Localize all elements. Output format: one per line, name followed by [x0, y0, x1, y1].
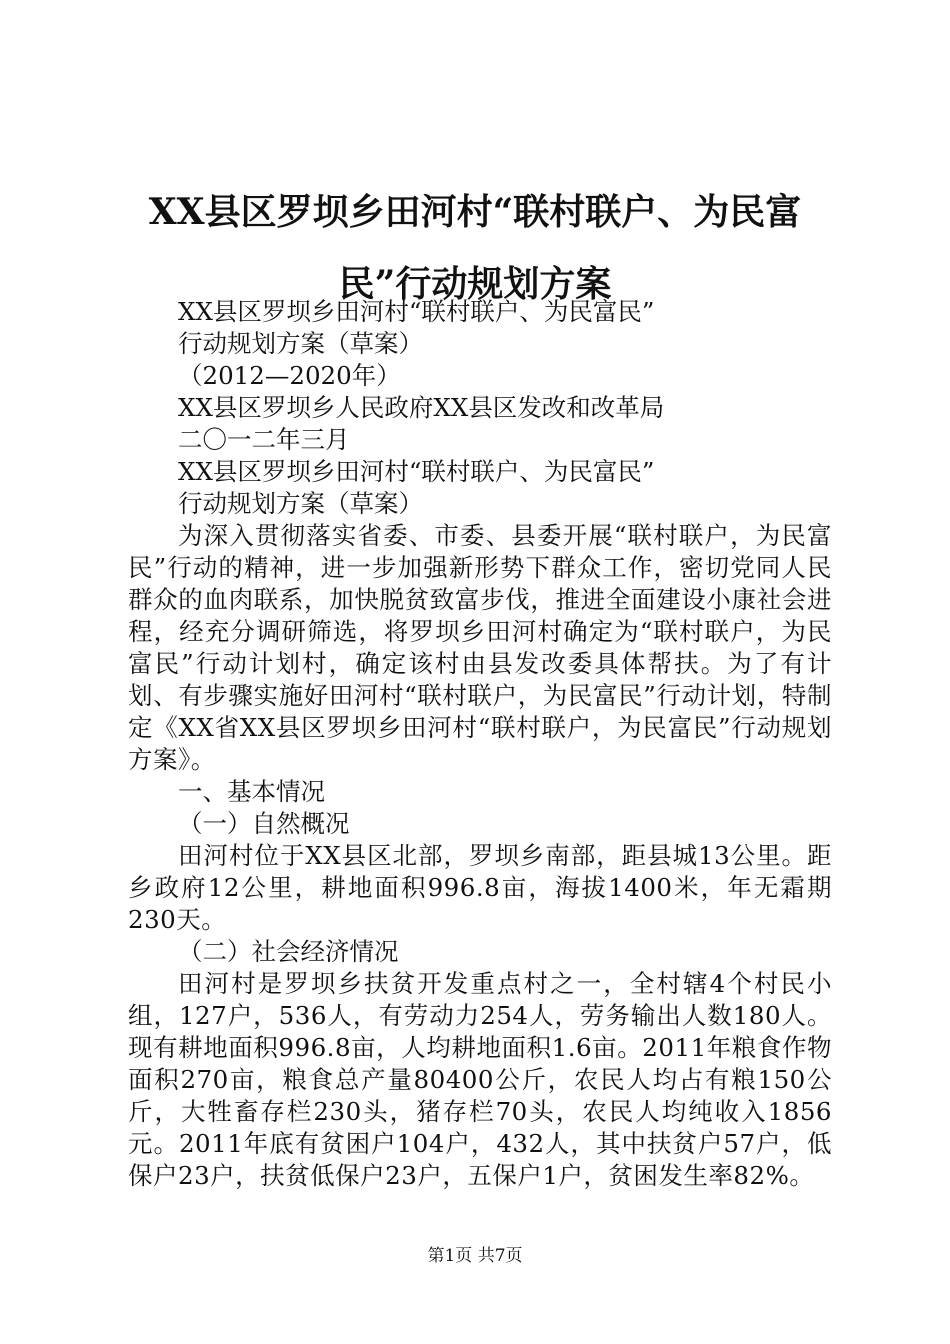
intro-paragraph: 为深入贯彻落实省委、市委、县委开展“联村联户，为民富民”行动的精神，进一步加强新形势下群众工作，密切党同人民群众的血肉联系，加快脱贫致富步伐，推进全面建设小康社会进程，经充分调研筛选，将罗坝乡田河村确定为“联村联户，为民富民”行动计划村，确定该村由县发改委具体帮扶。为了有计划、有步骤实施好田河村“联村联户，为民富民”行动计划，特制定《XX省XX县区罗坝乡田河村“联村联户，为民富民”行动规划方案》。 [128, 521, 832, 774]
document-body [128, 296, 832, 1192]
cover-line: 行动规划方案（草案） [178, 489, 423, 518]
page-number: 第1页 共7页 [427, 1246, 523, 1266]
natural-overview-paragraph: 田河村位于XX县区北部，罗坝乡南部，距县城13公里。距乡政府12公里，耕地面积996.8亩，海拔1400米，年无霜期230天。 [128, 841, 832, 934]
title-line-2: 民”行动规划方案 [338, 263, 612, 305]
title-line-1: XX县区罗坝乡田河村“联村联户、为民富 [148, 191, 802, 233]
subsection-heading: （二）社会经济情况 [178, 937, 399, 966]
subsection-heading: （一）自然概况 [178, 809, 350, 838]
socioeconomic-paragraph: 田河村是罗坝乡扶贫开发重点村之一，全村辖4个村民小组，127户，536人，有劳动力254人，劳务输出人数180人。现有耕地面积996.8亩，人均耕地面积1.6亩。2011年粮食作物面积270亩，粮食总产量80400公斤，农民人均占有粮150公斤，大牲畜存栏230头，猪存栏70头，农民人均纯收入1856元。2011年底有贫困户104户，432人，其中扶贫户57户，低保户23户，扶贫低保户23户，五保户1户，贫困发生率82%。 [128, 969, 832, 1190]
section-heading: 一、基本情况 [178, 777, 325, 806]
cover-line: XX县区罗坝乡田河村“联村联户、为民富民” [178, 297, 655, 326]
cover-line: 二〇一二年三月 [178, 425, 350, 454]
cover-line: XX县区罗坝乡田河村“联村联户、为民富民” [178, 457, 655, 486]
cover-line: （2012—2020年） [178, 361, 401, 390]
cover-line: 行动规划方案（草案） [178, 329, 423, 358]
cover-line: XX县区罗坝乡人民政府XX县区发改和改革局 [178, 393, 665, 422]
